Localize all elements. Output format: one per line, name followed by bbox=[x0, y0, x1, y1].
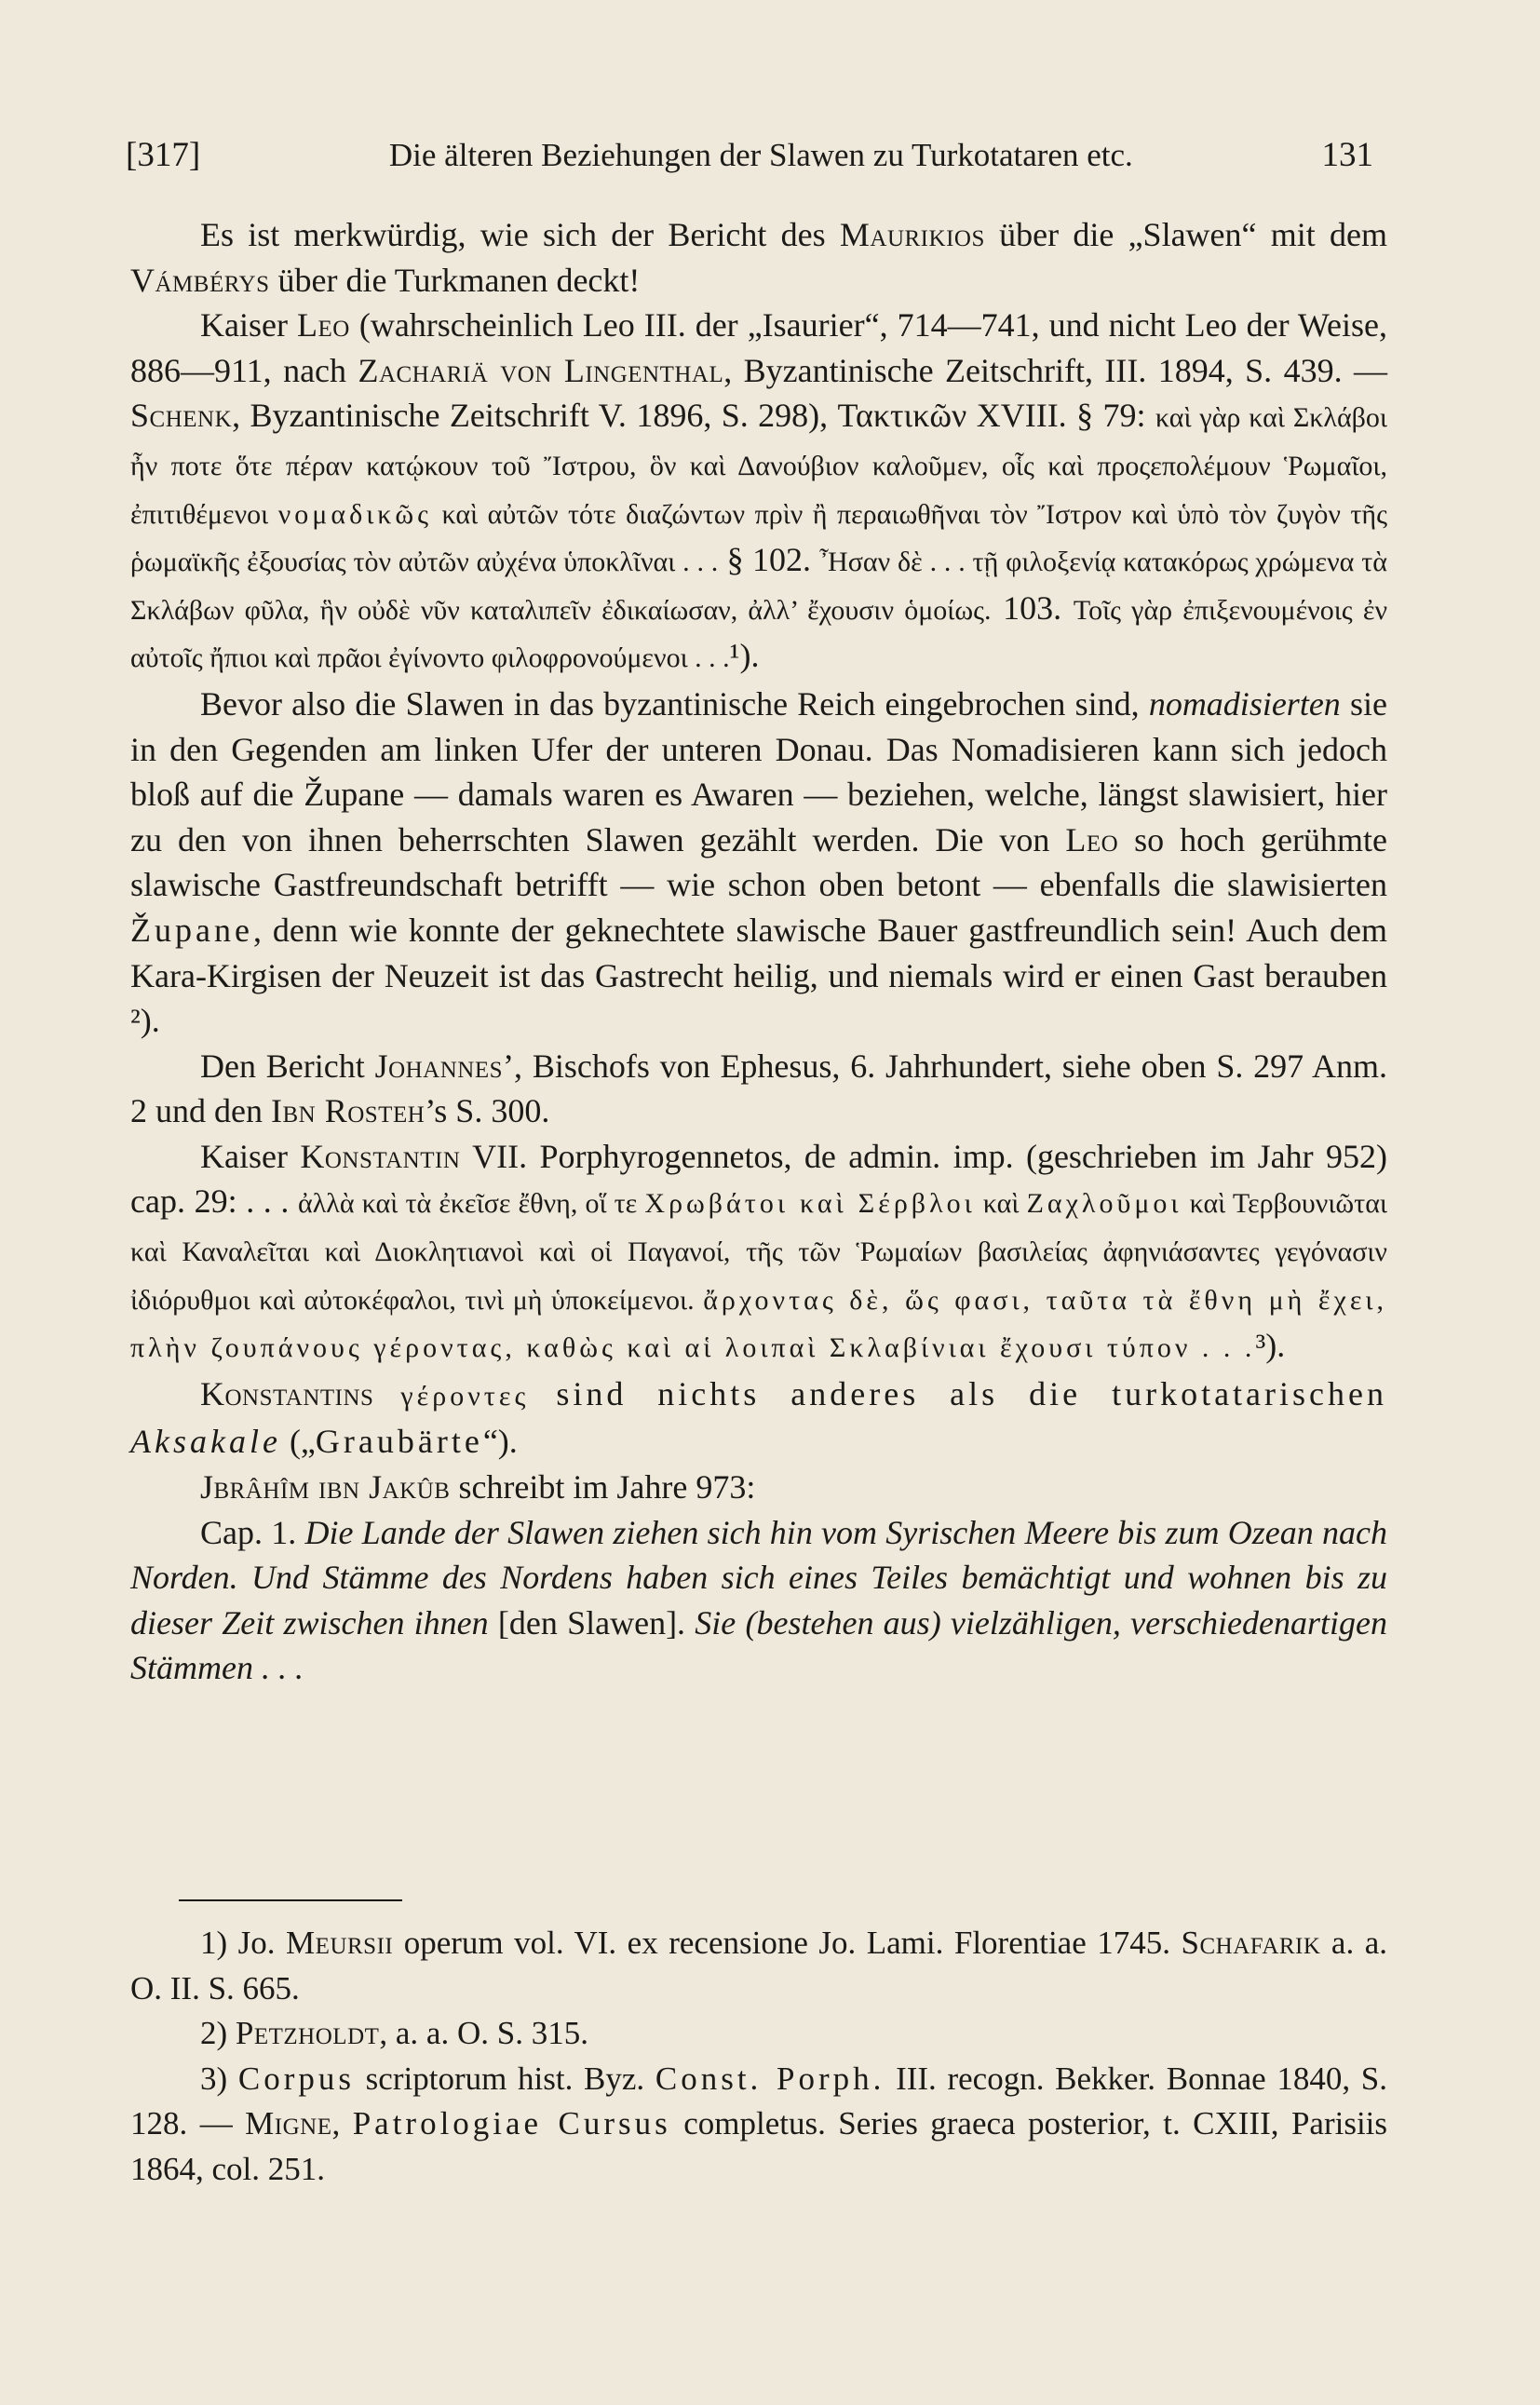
greek-text: καὶ γὰρ καὶ Σκλάβοι ἦν ποτε ὅτε πέραν κατῴκουν τοῦ Ἴστρου, ὃν καὶ Δανούβιον καλοῦμεν, οἷς καὶ προςεπολέμουν Ῥωμαῖοι, ἐπιτιθέμενοι bbox=[130, 402, 1387, 530]
page-number: 131 bbox=[1321, 136, 1373, 174]
text-run: Den Bericht bbox=[200, 1047, 375, 1085]
text-run: 103. bbox=[991, 588, 1074, 627]
paragraph bbox=[130, 1044, 1387, 1134]
text-run: Es ist merkwürdig, wie sich der Bericht des bbox=[200, 216, 840, 253]
text-run: („ bbox=[280, 1423, 316, 1461]
text-run: 3) bbox=[200, 2060, 238, 2097]
text-run: , a. a. O. S. 315. bbox=[379, 2015, 588, 2051]
text-run: ³). bbox=[1255, 1327, 1286, 1365]
greek-text: Χρωβάτοι καὶ Σέρβλοι bbox=[644, 1188, 976, 1220]
paragraph bbox=[130, 1371, 1387, 1465]
text-run: , denn wie konnte der geknechtete slawische Bauer gastfreundlich sein! Auch dem Kara-Kirgisen der Neuzeit ist das Gastrecht heilig, und niemals wird er einen Gast berauben ²). bbox=[130, 911, 1387, 1040]
text-run: Aksakale bbox=[130, 1423, 281, 1461]
text-run: “). bbox=[482, 1423, 518, 1461]
text-run: Vámbérys bbox=[130, 261, 270, 299]
text-run: Patrologiae Cursus bbox=[352, 2105, 671, 2142]
text-run: scriptorum hist. Byz. bbox=[354, 2060, 655, 2097]
text-run: , bbox=[331, 2105, 353, 2142]
text-run: Konstantins bbox=[200, 1374, 374, 1412]
text-run: Corpus bbox=[237, 2060, 355, 2097]
text-run: III. recogn. Bekker. Bonnae 1840, S. 128. — bbox=[130, 2060, 1388, 2142]
text-run: Die Lande der Slawen ziehen sich hin vom Syrischen Meere bis zum Ozean nach Norden. Und Stämme des Nordens haben sich eines Teiles bemächtigt und wohnen bis zu dieser Zeit zwischen ihnen bbox=[130, 1513, 1387, 1642]
footnote-separator bbox=[179, 1899, 402, 1901]
text-run: , Byzantinische Zeitschrift V. 1896, S. 298), Τακτικῶν XVIII. § 79: bbox=[232, 397, 1155, 435]
main-text bbox=[130, 212, 1387, 1691]
greek-text: νομαδικῶς bbox=[277, 498, 433, 530]
running-title: Die älteren Beziehungen der Slawen zu Turkotataren etc. bbox=[388, 137, 1133, 173]
text-run: Jbrâhîm ibn Jakûb bbox=[200, 1468, 451, 1507]
text-run: Cap. 1. bbox=[200, 1513, 305, 1551]
text-run: a. a. O. II. S. 665. bbox=[130, 1925, 1387, 2006]
text-run: Petzholdt bbox=[235, 2015, 380, 2051]
text-run: Meursii bbox=[286, 1925, 394, 1961]
paragraph bbox=[130, 1134, 1387, 1371]
text-run: § 102. bbox=[718, 541, 820, 579]
running-header bbox=[126, 135, 1373, 175]
text-run: ¹). bbox=[729, 637, 760, 675]
text-run: VII. Porphyrogennetos, de admin. imp. (geschrieben im Jahr 952) cap. 29: . . . bbox=[130, 1137, 1387, 1221]
text-run: Maurikios bbox=[839, 216, 985, 253]
text-run: so hoch gerühmte slawische Gastfreundschaft betrifft — wie schon oben betont — ebenfalls die slawisierten bbox=[130, 820, 1388, 904]
greek-text: Ἦσαν δὲ . . . τῇ φιλοξενίᾳ κατακόρως χρώμενα τὰ Σκλάβων φῦλα, ἣν οὐδὲ νῦν καταλιπεῖν ἐδικαίωσαν, ἀλλ’ ἔχουσιν ὁμοίως. bbox=[130, 547, 1387, 626]
bracket-page-number: [317] bbox=[126, 136, 201, 174]
text-run: Johannes bbox=[374, 1047, 504, 1085]
greek-text: γέροντες bbox=[400, 1380, 530, 1412]
greek-text: καὶ Τερβουνιῶται καὶ Καναλεῖται καὶ Διοκλητιανοὶ καὶ οἱ Παγανοί, τῆς τῶν Ῥωμαίων βασιλείας ἀφηνιάσαντες γεγόνασιν ἰδιόρυθμοι καὶ αὐτοκέφαλοι, τινὶ μὴ ὑποκείμενοι. bbox=[130, 1188, 1387, 1316]
text-run: Bevor also die Slawen in das byzantinische Reich eingebrochen sind, bbox=[200, 684, 1149, 723]
text-run: Schenk bbox=[130, 397, 233, 435]
text-run: ’s S. 300. bbox=[425, 1092, 550, 1130]
text-run: , Byzantinische Zeitschrift, III. 1894, S. 439. — bbox=[723, 351, 1387, 389]
footnotes bbox=[130, 1921, 1387, 2192]
text-run: Leo bbox=[296, 306, 350, 345]
text-run: Kaiser bbox=[200, 306, 297, 345]
text-run: Sie (bestehen aus) vielzähligen, verschiedenartigen Stämmen . . . bbox=[130, 1603, 1388, 1687]
paragraph bbox=[130, 682, 1387, 1044]
footnote bbox=[130, 1921, 1387, 2011]
text-run: Const. Porph. bbox=[655, 2060, 885, 2097]
text-run: (wahrscheinlich Leo III. der „Isaurier“, 714—741, und nicht Leo der Weise, 886—911, nach bbox=[130, 306, 1387, 389]
greek-text: Τοῖς γὰρ ἐπιξενουμένοις ἐν αὐτοῖς ἤπιοι καὶ πρᾶοι ἐγίνοντο φιλοφρονούμενοι . . . bbox=[130, 594, 1388, 674]
text-run: completus. Series graeca posterior, t. CXIII, Parisiis 1864, col. 251. bbox=[130, 2105, 1388, 2187]
greek-text: καὶ bbox=[975, 1188, 1027, 1220]
text-run: sind nichts anderes als die turkotatarischen bbox=[556, 1374, 1387, 1412]
text-run: Leo bbox=[1065, 820, 1119, 858]
text-run: sie in den Gegenden am linken Ufer der unteren Donau. Das Nomadisieren kann sich jedoch bloß auf die Župane — damals waren es Awaren — beziehen, welche, längst slawisiert, hier zu den von ihnen beherrschten Slawen gezählt werden. Die von bbox=[130, 684, 1387, 858]
footnote bbox=[130, 2057, 1387, 2193]
text-run: [den Slawen]. bbox=[488, 1603, 696, 1642]
text-run: Ibn Rosteh bbox=[270, 1092, 426, 1130]
paragraph bbox=[130, 1510, 1387, 1691]
text-run: über die „Slawen“ mit dem bbox=[984, 216, 1387, 253]
greek-text: Ζαχλοῦμοι bbox=[1026, 1188, 1182, 1220]
text-run: 1) Jo. bbox=[200, 1925, 287, 1961]
text-run: Migne bbox=[245, 2105, 332, 2142]
text-run: schreibt im Jahre 973: bbox=[450, 1468, 756, 1507]
text-run: ’, Bischofs von Ephesus, 6. Jahrhundert, siehe oben S. 297 Anm. 2 und den bbox=[130, 1047, 1388, 1130]
text-run bbox=[373, 1375, 400, 1412]
paragraph bbox=[130, 1465, 1387, 1510]
text-run: Graubärte bbox=[315, 1423, 483, 1461]
greek-text: ἄρχοντας δὲ, ὥς φασι, ταῦτα τὰ ἔθνη μὴ ἔχει, πλὴν ζουπάνους γέροντας, καθὼς καὶ αἱ λοιπαὶ Σκλαβίνιαι ἔχουσι τύπον . . . bbox=[130, 1284, 1387, 1364]
text-run: Schafarik bbox=[1181, 1925, 1321, 1961]
paragraph bbox=[130, 212, 1387, 303]
text-run: über die Turkmanen deckt! bbox=[269, 261, 641, 299]
text-run bbox=[529, 1375, 556, 1412]
footnote bbox=[130, 2011, 1387, 2057]
greek-text: ἀλλὰ καὶ τὰ ἐκεῖσε ἔθνη, οἵ τε bbox=[298, 1188, 645, 1220]
paragraph bbox=[130, 303, 1387, 682]
text-run: Zachariä von Lingenthal bbox=[358, 351, 724, 389]
text-run: Župane bbox=[130, 911, 253, 949]
text-run: Kaiser bbox=[200, 1137, 301, 1175]
text-run: 2) bbox=[200, 2015, 236, 2051]
text-run: operum vol. VI. ex recensione Jo. Lami. Florentiae 1745. bbox=[393, 1925, 1182, 1961]
greek-text: καὶ αὐτῶν τότε διαζώντων πρὶν ἢ περαιωθῆναι τὸν Ἴστρον καὶ ὑπὸ τὸν ζυγὸν τῆς ῥωμαϊκῆς ἐξουσίας τὸν αὐτῶν αὐχένα ὑποκλῖναι . . . bbox=[130, 498, 1387, 578]
text-run: nomadisierten bbox=[1148, 684, 1341, 723]
text-run: Konstantin bbox=[300, 1137, 461, 1175]
